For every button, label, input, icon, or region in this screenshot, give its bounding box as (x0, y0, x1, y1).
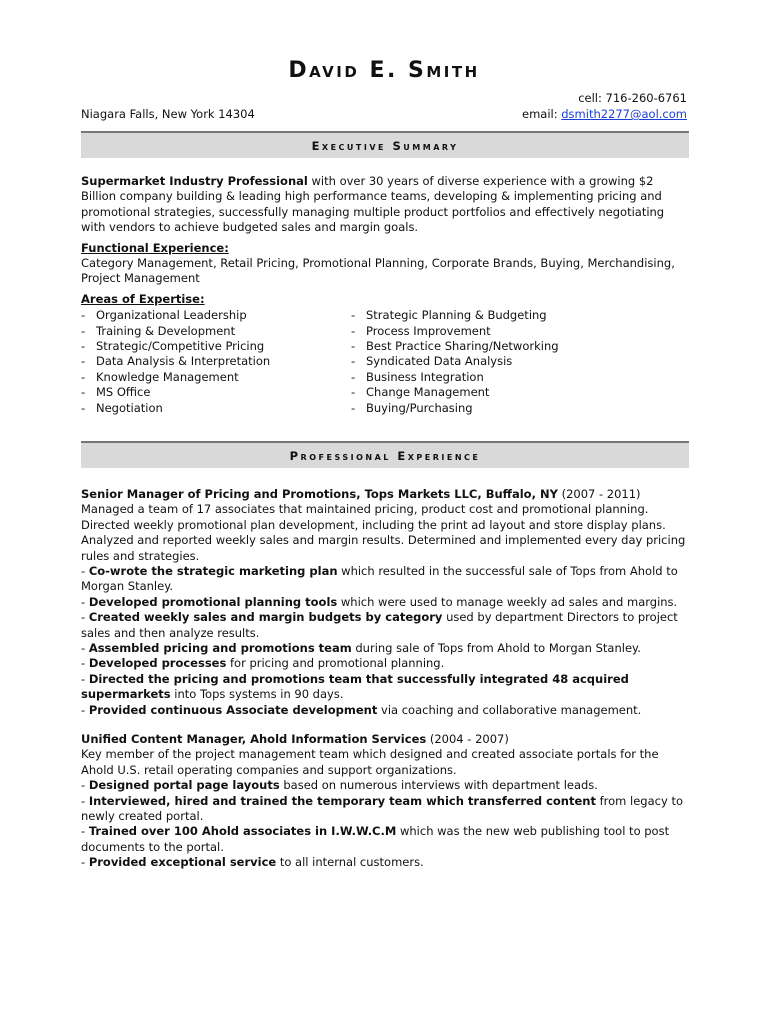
email-line (522, 106, 687, 122)
list-item: - Developed processes for pricing and promotional planning. (81, 656, 445, 671)
job-ahold-information-services (81, 732, 689, 871)
email-label: email: (522, 107, 562, 121)
job-description: Managed a team of 17 associates that maintained pricing, product cost and promotional planning. Directed weekly promotional plan development, including the print ad layout and store display plans. Analyzed and reported weekly sales and margin results. Determined and implemented every day pricing rules and strategies. (81, 502, 686, 563)
list-item: - Provided exceptional service to all internal customers. (81, 855, 424, 870)
list-item: - Assembled pricing and promotions team during sale of Tops from Ahold to Morgan Stanley. (81, 641, 641, 656)
list-item: - Buying/Purchasing (351, 400, 473, 415)
candidate-name: David E. Smith (288, 58, 480, 83)
list-item: - Organizational Leadership (81, 308, 247, 323)
functional-experience-heading: Functional Experience: (81, 240, 229, 255)
email-link[interactable]: dsmith2277@aol.com (561, 107, 687, 121)
location: Niagara Falls, New York 14304 (81, 107, 255, 121)
contact-block (81, 90, 687, 122)
list-item: - Developed promotional planning tools which were used to manage weekly ad sales and margins. (81, 594, 678, 609)
list-item: - Knowledge Management (81, 369, 239, 384)
list-item: - Data Analysis & Interpretation (81, 354, 271, 369)
executive-summary (81, 174, 689, 416)
expertise-list-right (351, 308, 621, 416)
list-item: - Process Improvement (351, 323, 491, 338)
list-item: - Best Practice Sharing/Networking (351, 339, 559, 354)
list-item: - Trained over 100 Ahold associates in I.W.W.C.M which was the new web publishing tool to post documents to the portal. (81, 824, 670, 854)
list-item: - Change Management (351, 385, 490, 400)
list-item: - Co-wrote the strategic marketing plan which resulted in the successful sale of Tops from Ahold to Morgan Stanley. (81, 564, 678, 594)
job-title-line (81, 487, 689, 502)
job-dates: (2007 - 2011) (557, 487, 641, 501)
cell-phone: cell: 716-260-6761 (578, 91, 687, 105)
job-description: Key member of the project management team which designed and created associate portals for the Ahold U.S. retail operating companies and support organizations. (81, 747, 659, 777)
summary-intro (81, 174, 689, 236)
list-item: - Interviewed, hired and trained the temporary team which transferred content from legacy to newly created portal. (81, 793, 683, 824)
summary-intro-text: with over 30 years of diverse experience with a growing $2 Billion company building & leading high performance teams, developing & implementing pricing and promotional strategies, successfully managing multiple product portfolios and effectively negotiating with vendors to achieve budgeted sales and margin goals. (81, 174, 665, 235)
job-title-line (81, 732, 689, 747)
list-item: - Created weekly sales and margin budgets by category used by department Directors to project sales and then analyze results. (81, 610, 678, 640)
job-title: Senior Manager of Pricing and Promotions, Tops Markets LLC, Buffalo, NY (81, 487, 558, 501)
list-item: - Designed portal page layouts based on numerous interviews with department leads. (81, 778, 598, 793)
list-item: - Strategic/Competitive Pricing (81, 339, 265, 354)
professional-experience-heading: Professional Experience (81, 441, 689, 468)
list-item: - Provided continuous Associate development via coaching and collaborative management. (81, 702, 642, 717)
job-dates: (2004 - 2007) (426, 732, 509, 746)
list-item: - Training & Development (81, 323, 236, 338)
list-item: - MS Office (81, 385, 151, 400)
list-item: - Negotiation (81, 400, 163, 415)
list-item: - Strategic Planning & Budgeting (351, 308, 547, 323)
expertise-list-left (81, 308, 351, 416)
list-item: - Business Integration (351, 369, 484, 384)
list-item: - Syndicated Data Analysis (351, 354, 513, 369)
job-title: Unified Content Manager, Ahold Information Services (81, 732, 427, 746)
job-tops-markets (81, 487, 689, 718)
executive-summary-heading: Executive Summary (81, 131, 689, 158)
functional-experience-text: Category Management, Retail Pricing, Promotional Planning, Corporate Brands, Buying, Merchandising, Project Management (81, 256, 675, 286)
list-item: - Directed the pricing and promotions team that successfully integrated 48 acquired supermarkets into Tops systems in 90 days. (81, 671, 629, 702)
summary-intro-bold: Supermarket Industry Professional (81, 174, 308, 188)
areas-of-expertise-heading: Areas of Expertise: (81, 291, 205, 306)
